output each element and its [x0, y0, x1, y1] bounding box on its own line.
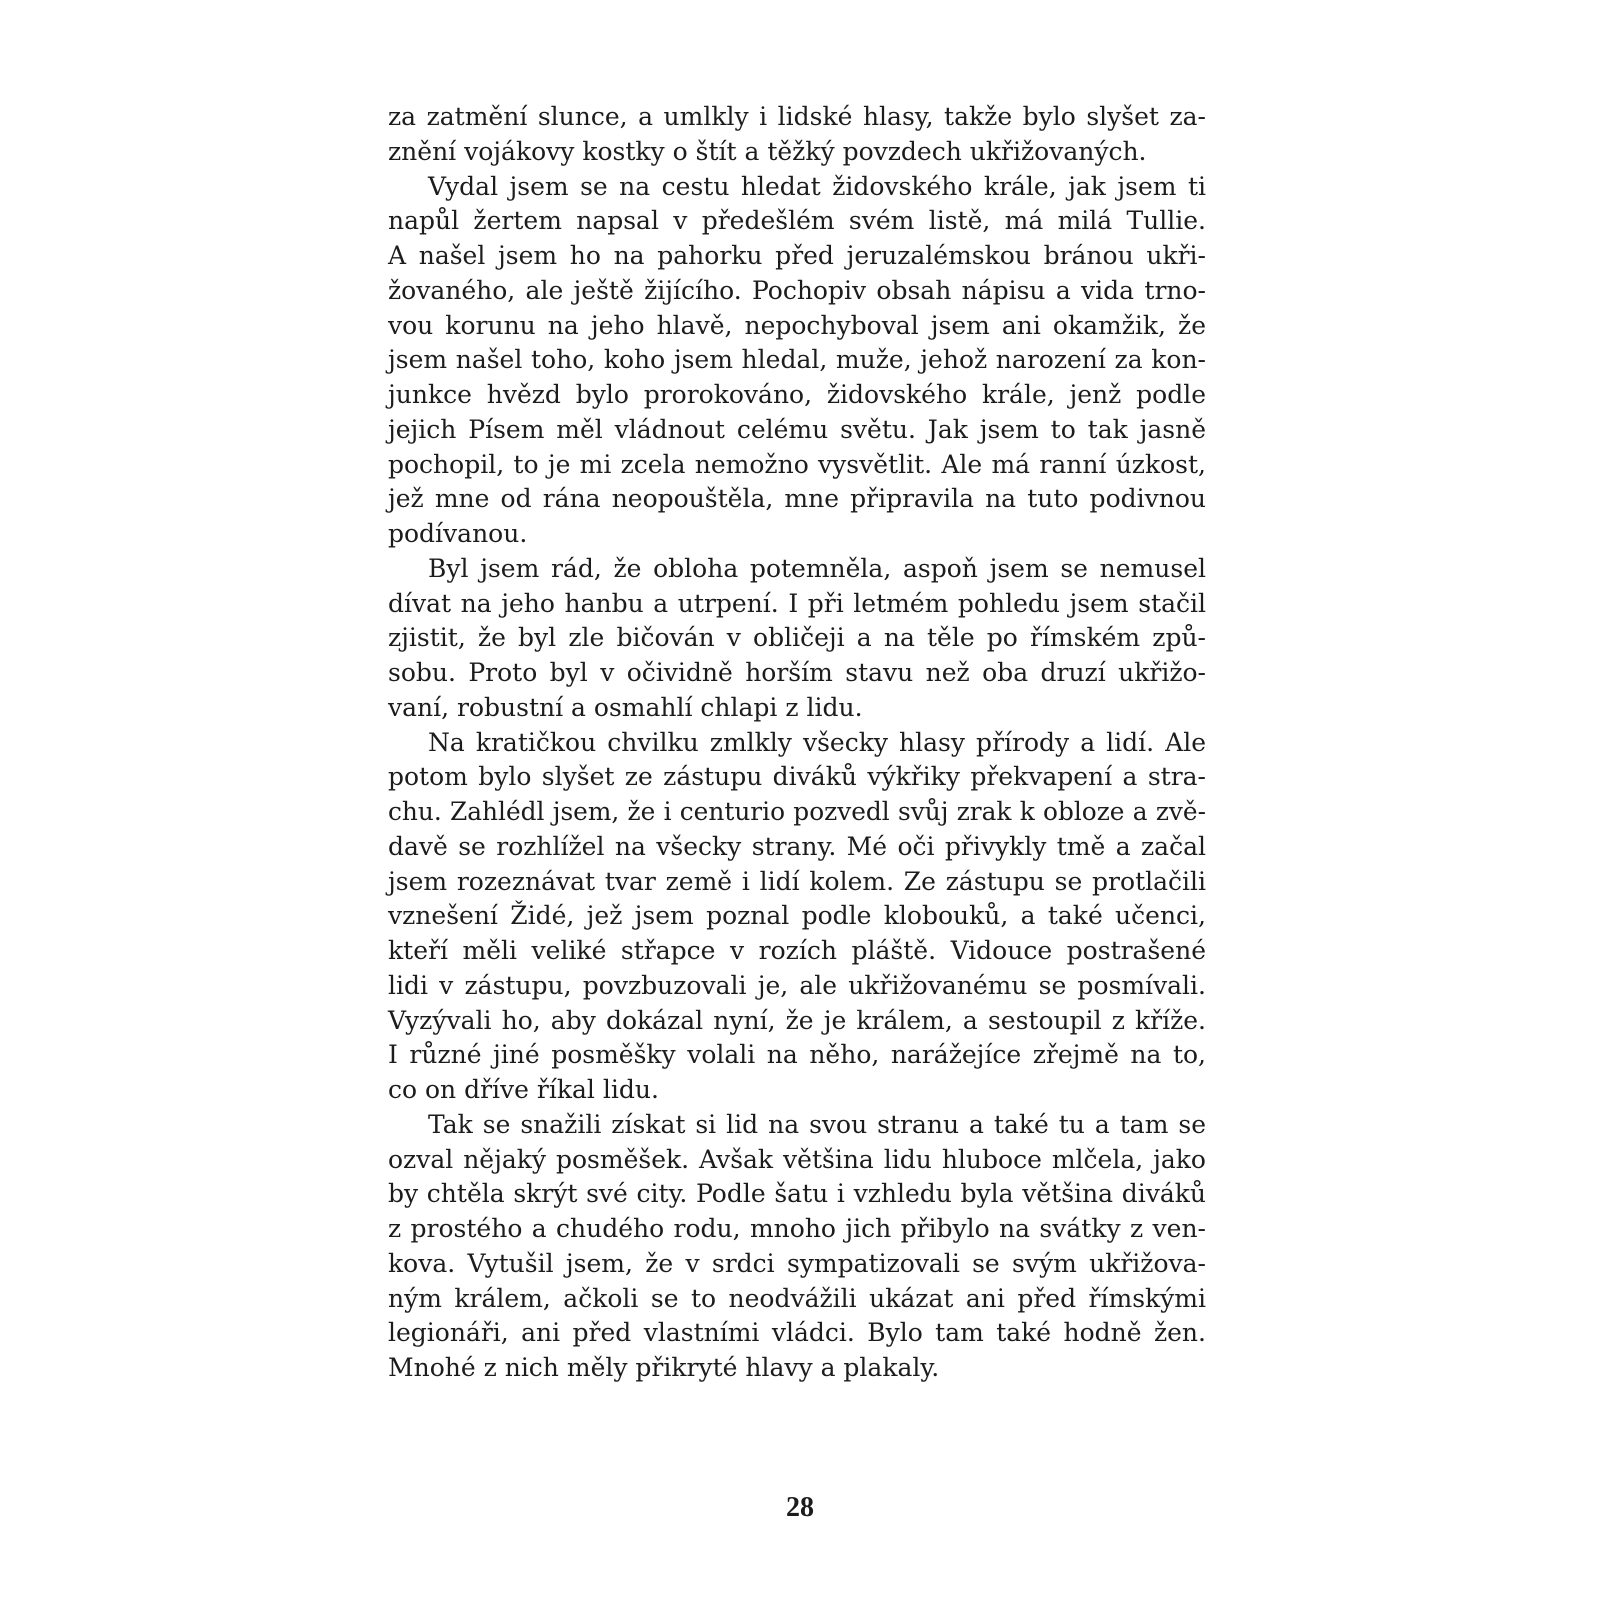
text-line: ným králem, ačkoli se to neodvážili ukázat ani před římskými — [388, 1283, 1206, 1313]
text-line: legionáři, ani před vlastními vládci. Bylo tam také hodně žen. — [388, 1318, 1206, 1348]
text-line: pochopil, to je mi zcela nemožno vysvětlit. Ale má ranní úzkost, — [388, 449, 1206, 479]
text-line: lidi v zástupu, povzbuzovali je, ale ukřižovanému se posmívali. — [388, 970, 1206, 1000]
text-line: vznešení Židé, jež jsem poznal podle klobouků, a také učenci, — [388, 901, 1206, 931]
body-text — [388, 100, 1206, 1386]
text-line: Na kratičkou chvilku zmlkly všecky hlasy přírody a lidí. Ale — [428, 727, 1206, 757]
text-line: vou korunu na jeho hlavě, nepochyboval jsem ani okamžik, že — [388, 310, 1206, 340]
text-line: dívat na jeho hanbu a utrpení. I při letmém pohledu jsem stačil — [388, 588, 1206, 618]
text-line: napůl žertem napsal v předešlém svém listě, má milá Tullie. — [388, 206, 1206, 236]
text-line: z prostého a chudého rodu, mnoho jich přibylo na svátky z ven- — [388, 1214, 1206, 1243]
text-line: jsem rozeznávat tvar země i lidí kolem. Ze zástupu se protlačili — [388, 866, 1206, 896]
text-line: Tak se snažili získat si lid na svou stranu a také tu a tam se — [428, 1109, 1206, 1139]
text-line: junkce hvězd bylo prorokováno, židovského krále, jenž podle — [388, 380, 1206, 409]
text-line: Mnohé z nich měly přikryté hlavy a plakaly. — [388, 1353, 940, 1382]
text-line: kova. Vytušil jsem, že v srdci sympatizovali se svým ukřižova- — [388, 1248, 1206, 1278]
text-line: žovaného, ale ještě žijícího. Pochopiv obsah nápisu a vida trno- — [388, 275, 1206, 305]
text-line: by chtěla skrýt své city. Podle šatu i vzhledu byla většina diváků — [388, 1179, 1206, 1209]
text-line: potom bylo slyšet ze zástupu diváků výkřiky překvapení a stra- — [388, 762, 1206, 792]
text-line: za zatmění slunce, a umlkly i lidské hlasy, takže bylo slyšet za- — [388, 102, 1206, 131]
text-line: zjistit, že byl zle bičován v obličeji a na těle po římském způ- — [388, 623, 1206, 653]
text-line: znění vojákovy kostky o štít a těžký povzdech ukřižovaných. — [388, 136, 1147, 166]
text-line: A našel jsem ho na pahorku před jeruzalémskou bránou ukři- — [388, 241, 1206, 270]
text-line: co on dříve říkal lidu. — [388, 1075, 659, 1104]
text-line: vaní, robustní a osmahlí chlapi z lidu. — [388, 692, 863, 722]
text-line: jejich Písem měl vládnout celému světu. Jak jsem to tak jasně — [388, 414, 1206, 444]
text-line: podívanou. — [388, 519, 528, 548]
text-line: chu. Zahlédl jsem, že i centurio pozvedl svůj zrak k obloze a zvě- — [388, 797, 1206, 826]
text-line: jsem našel toho, koho jsem hledal, muže, jehož narození za kon- — [388, 345, 1206, 375]
text-line: kteří měli veliké střapce v rozích pláště. Vidouce postrašené — [388, 936, 1206, 965]
text-line: ozval nějaký posměšek. Avšak většina lidu hluboce mlčela, jako — [388, 1144, 1206, 1174]
page-number: 28 — [786, 1492, 814, 1523]
text-line: davě se rozhlížel na všecky strany. Mé oči přivykly tmě a začal — [388, 831, 1206, 861]
text-line: jež mne od rána neopouštěla, mne připravila na tuto podivnou — [388, 484, 1206, 514]
text-line: Vyzývali ho, aby dokázal nyní, že je králem, a sestoupil z kříže. — [388, 1005, 1206, 1035]
text-line: Byl jsem rád, že obloha potemněla, aspoň jsem se nemusel — [428, 553, 1206, 583]
text-line: Vydal jsem se na cestu hledat židovského krále, jak jsem ti — [428, 171, 1206, 201]
text-line: sobu. Proto byl v očividně horším stavu než oba druzí ukřižo- — [388, 658, 1206, 687]
text-line: I různé jiné posměšky volali na něho, narážejíce zřejmě na to, — [388, 1040, 1206, 1070]
